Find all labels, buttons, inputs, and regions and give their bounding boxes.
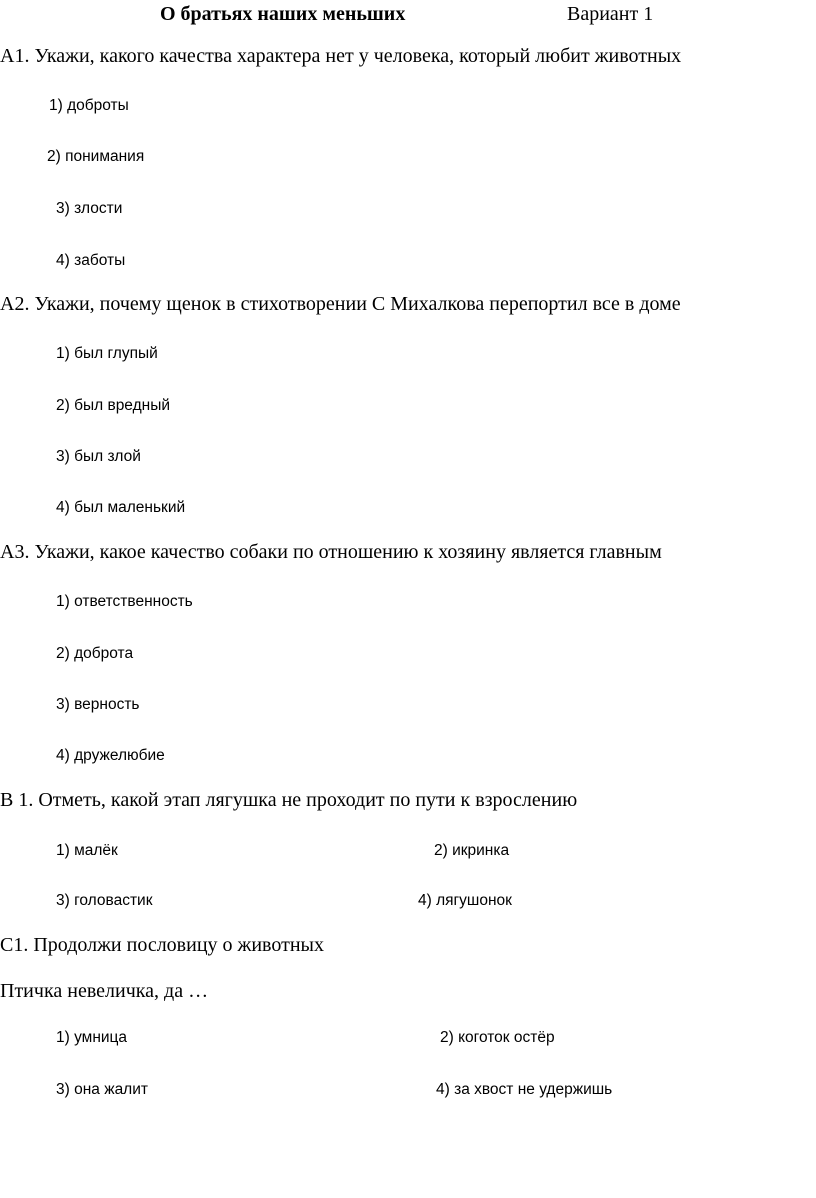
- question-c1-option-4: 4) за хвост не удержишь: [436, 1081, 613, 1098]
- question-c1-option-1: 1) умница: [56, 1029, 128, 1046]
- question-b1-option-4: 4) лягушонок: [418, 892, 512, 909]
- question-a1-option-4: 4) заботы: [56, 252, 126, 269]
- question-c1-option-2: 2) коготок остёр: [440, 1029, 555, 1046]
- question-a2-option-1: 1) был глупый: [56, 345, 158, 362]
- question-a3: А3. Укажи, какое качество собаки по отношению к хозяину является главным: [0, 541, 662, 563]
- question-b1: В 1. Отметь, какой этап лягушка не проходит по пути к взрослению: [0, 789, 578, 811]
- question-a1-option-3: 3) злости: [56, 200, 123, 217]
- question-b1-option-3: 3) головастик: [56, 892, 153, 909]
- question-a1-option-1: 1) доброты: [49, 97, 129, 114]
- question-b1-option-2: 2) икринка: [434, 842, 510, 859]
- variant-label: Вариант 1: [567, 3, 654, 25]
- question-a3-option-3: 3) верность: [56, 696, 140, 713]
- page-title: О братьях наших меньших: [160, 3, 406, 25]
- question-a2-option-2: 2) был вредный: [56, 397, 170, 414]
- question-a3-option-4: 4) дружелюбие: [56, 747, 165, 764]
- question-a2: А2. Укажи, почему щенок в стихотворении С Михалкова перепортил все в доме: [0, 293, 681, 315]
- question-a1: А1. Укажи, какого качества характера нет у человека, который любит животных: [0, 45, 682, 67]
- question-c1: С1. Продолжи пословицу о животных: [0, 934, 324, 956]
- question-a3-option-2: 2) доброта: [56, 645, 134, 662]
- question-a2-option-3: 3) был злой: [56, 448, 141, 465]
- question-a1-option-2: 2) понимания: [47, 148, 145, 165]
- question-a2-option-4: 4) был маленький: [56, 499, 186, 516]
- question-c1-option-3: 3) она жалит: [56, 1081, 148, 1098]
- question-c1-proverb-start: Птичка невеличка, да …: [0, 980, 209, 1002]
- question-b1-option-1: 1) малёк: [56, 842, 118, 859]
- question-a3-option-1: 1) ответственность: [56, 593, 193, 610]
